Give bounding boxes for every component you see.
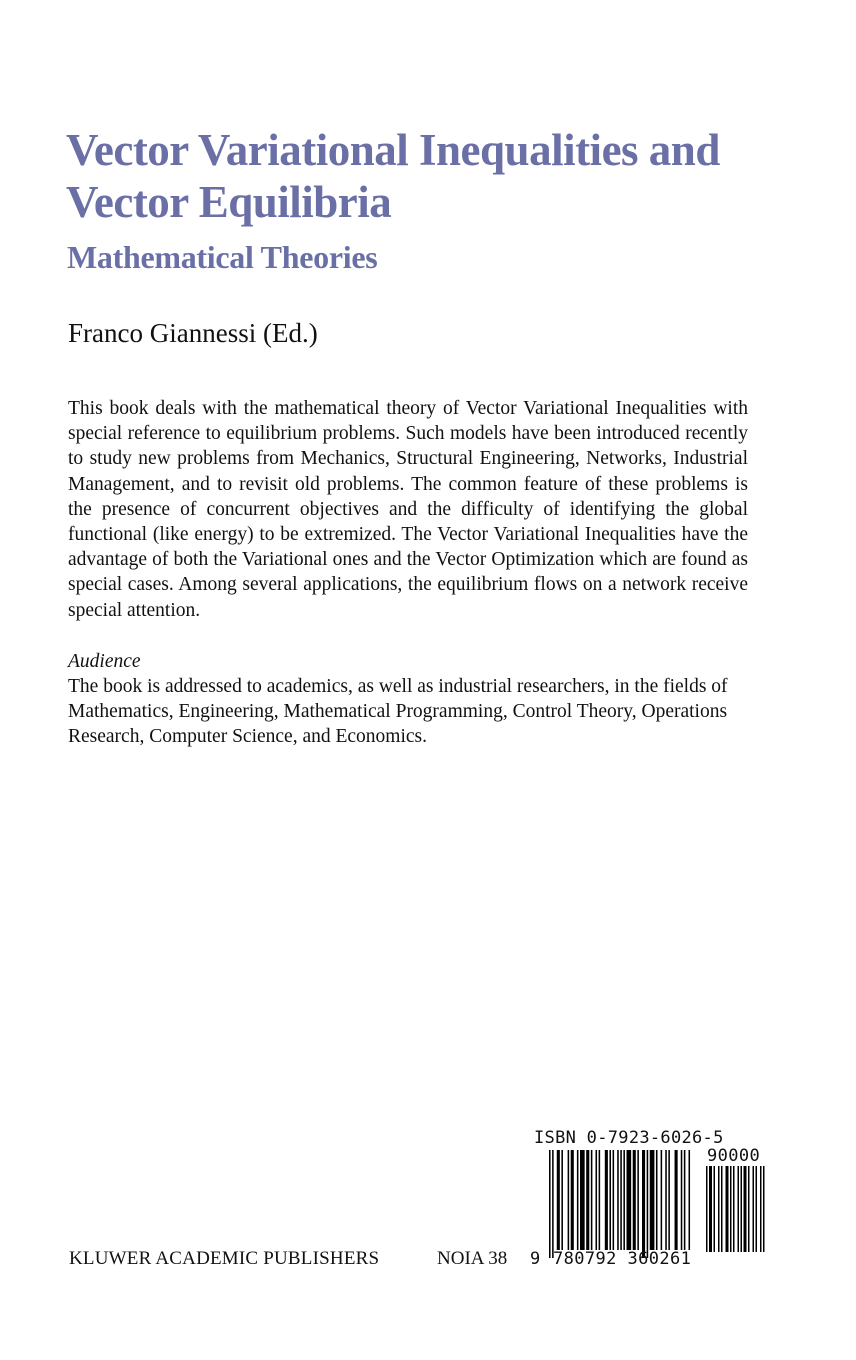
barcode-bar [561, 1150, 563, 1250]
book-subtitle: Mathematical Theories [67, 239, 378, 275]
barcode-bar [591, 1150, 593, 1250]
audience-text: The book is addressed to academics, as well as industrial researchers, in the fields of Mathematics, Engineering, Mathematical Programming, Control Theory, Operations Research, Computer Science, and Economics. [68, 676, 728, 748]
barcode-bar [599, 1150, 601, 1250]
barcode-addon-bar [748, 1166, 750, 1252]
barcode-addon-bar [744, 1166, 747, 1252]
barcode-bar [605, 1150, 608, 1250]
barcode-addon-bar [738, 1166, 740, 1252]
barcode-bar [623, 1150, 625, 1250]
barcode-bar [689, 1150, 691, 1250]
book-description: This book deals with the mathematical theory of Vector Variational Inequalities with special reference to equilibrium problems. Such models have been introduced recently to study new problems from Mechanics, Structural Engineering, Networks, Industrial Management, and to revisit old problems. The common feature of these problems is the presence of concurrent objectives and the difficulty of identifying the global functional (like energy) to be extremized. The Vector Variational Inequalities have the advantage of both the Variational ones and the Vector Optimization which are found as special cases. Among several applications, the equilibrium flows on a network receive special attention. [68, 398, 748, 621]
barcode-bar [552, 1150, 554, 1258]
ean-digits: 780792 360261 [553, 1249, 692, 1269]
barcode-addon-bar [709, 1166, 712, 1252]
barcode-addon-bar [741, 1166, 743, 1252]
barcode-bar [617, 1150, 619, 1250]
barcode-bar [596, 1150, 598, 1250]
barcode-bar [613, 1150, 615, 1250]
barcode-addon-bar [760, 1166, 762, 1252]
publisher-name: KLUWER ACADEMIC PUBLISHERS [69, 1248, 380, 1269]
barcode-bar [633, 1150, 636, 1250]
barcode-addon-digits: 90000 [707, 1146, 761, 1166]
barcode-bar [571, 1150, 574, 1250]
barcode-bar [661, 1150, 663, 1250]
isbn-barcode [530, 1128, 780, 1273]
barcode-bar [637, 1150, 639, 1250]
barcode-bar [647, 1150, 649, 1258]
barcode-addon-bar [721, 1166, 723, 1252]
barcode-addon-bar [706, 1166, 708, 1252]
barcode-addon-bars [706, 1166, 765, 1252]
barcode-bar [668, 1150, 670, 1250]
barcode-bar [681, 1150, 683, 1250]
barcode-addon-bar [714, 1166, 716, 1252]
barcode-bar [620, 1150, 622, 1250]
barcode-bar [577, 1150, 579, 1250]
barcode-addon-bar [730, 1166, 732, 1252]
ean-lead-digit: 9 [530, 1249, 541, 1269]
barcode-bar [642, 1150, 645, 1258]
barcode-bar [656, 1150, 658, 1250]
barcode-bar [684, 1150, 686, 1250]
barcode-bar [665, 1150, 667, 1250]
book-title: Vector Variational Inequalities and Vector Equilibria [66, 125, 720, 227]
isbn-label: ISBN 0-7923-6026-5 [534, 1128, 724, 1148]
book-author: Franco Giannessi (Ed.) [68, 318, 318, 348]
barcode-addon-bar [753, 1166, 755, 1252]
series-number: NOIA 38 [437, 1248, 508, 1269]
barcode-addon-bar [756, 1166, 758, 1252]
barcode-bar [549, 1150, 551, 1258]
barcode-bar [609, 1150, 611, 1250]
barcode-bar [627, 1150, 632, 1250]
barcode-bar [675, 1150, 678, 1250]
barcode-addon-bar [763, 1166, 765, 1252]
barcode-bar [586, 1150, 589, 1250]
barcode-bar [650, 1150, 655, 1250]
barcode-main-bars [549, 1150, 690, 1258]
barcode-addon-bar [726, 1166, 729, 1252]
barcode-bar [557, 1150, 560, 1250]
barcode-bar [568, 1150, 570, 1250]
barcode-bar [580, 1150, 585, 1250]
barcode-addon-bar [733, 1166, 735, 1252]
barcode-addon-bar [718, 1166, 720, 1252]
audience-heading: Audience [68, 651, 141, 672]
